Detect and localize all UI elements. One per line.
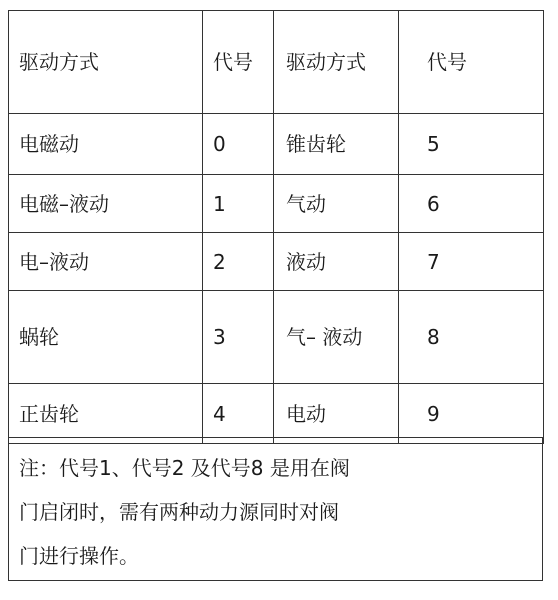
table-header-row bbox=[9, 11, 544, 114]
drive-method-cell: 电磁–液动 bbox=[9, 175, 203, 233]
table-row bbox=[9, 384, 544, 444]
table-row bbox=[9, 175, 544, 233]
drive-method-cell: 液动 bbox=[274, 233, 399, 291]
code-cell: 0 bbox=[203, 114, 274, 175]
code-cell: 2 bbox=[203, 233, 274, 291]
code-cell: 9 bbox=[399, 384, 544, 444]
drive-method-cell: 锥齿轮 bbox=[274, 114, 399, 175]
note-line: 注：代号1、代号2 及代号8 是用在阀 bbox=[19, 456, 350, 480]
header-code-2: 代号 bbox=[399, 11, 544, 114]
note-line: 门进行操作。 bbox=[19, 544, 139, 568]
drive-method-cell: 电磁动 bbox=[9, 114, 203, 175]
drive-method-cell: 正齿轮 bbox=[9, 384, 203, 444]
drive-code-table-wrapper bbox=[8, 10, 543, 444]
table-row bbox=[9, 233, 544, 291]
drive-method-cell: 气– 液动 bbox=[274, 291, 399, 384]
code-cell: 6 bbox=[399, 175, 544, 233]
drive-method-cell: 气动 bbox=[274, 175, 399, 233]
drive-code-table bbox=[8, 10, 544, 444]
code-cell: 5 bbox=[399, 114, 544, 175]
header-drive-method-1: 驱动方式 bbox=[9, 11, 203, 114]
code-cell: 3 bbox=[203, 291, 274, 384]
drive-method-cell: 蜗轮 bbox=[9, 291, 203, 384]
code-cell: 1 bbox=[203, 175, 274, 233]
drive-method-cell: 电–液动 bbox=[9, 233, 203, 291]
header-drive-method-2: 驱动方式 bbox=[274, 11, 399, 114]
code-cell: 8 bbox=[399, 291, 544, 384]
header-code-1: 代号 bbox=[203, 11, 274, 114]
table-row bbox=[9, 114, 544, 175]
code-cell: 4 bbox=[203, 384, 274, 444]
code-cell: 7 bbox=[399, 233, 544, 291]
table-row bbox=[9, 291, 544, 384]
table-note bbox=[8, 437, 543, 581]
note-line: 门启闭时，需有两种动力源同时对阀 bbox=[19, 500, 339, 524]
drive-method-cell: 电动 bbox=[274, 384, 399, 444]
